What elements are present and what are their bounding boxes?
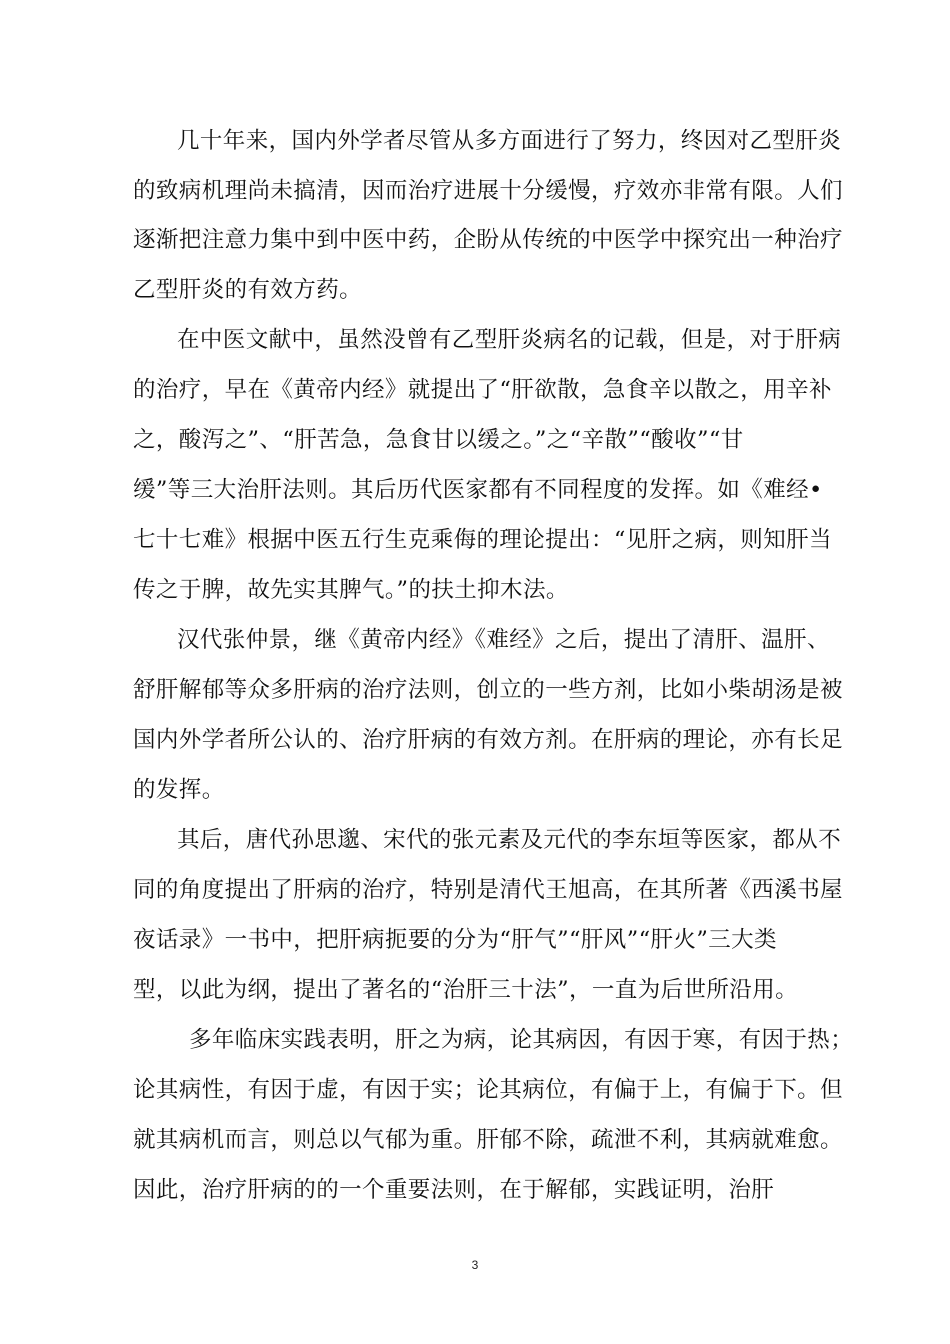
text-line: 多年临床实践表明，肝之为病，论其病因，有因于寒，有因于热； xyxy=(189,1027,854,1053)
text-line: 之，酸泻之”、“肝苦急，急食甘以缓之。”之“辛散”“酸收”“甘 xyxy=(133,427,744,453)
text-line: 乙型肝炎的有效方药。 xyxy=(133,277,363,303)
text-line: 在中医文献中，虽然没曾有乙型肝炎病名的记载，但是，对于肝病 xyxy=(177,327,842,353)
text-line: 的治疗，早在《黄帝内经》就提出了“肝欲散，急食辛以散之，用辛补 xyxy=(133,377,832,403)
text-line: 夜话录》一书中，把肝病扼要的分为“肝气”“肝风”“肝火”三大类 xyxy=(133,927,777,953)
text-line: 七十七难》根据中医五行生克乘侮的理论提出：“见肝之病，则知肝当 xyxy=(133,527,832,553)
text-line: 的致病机理尚未搞清，因而治疗进展十分缓慢，疗效亦非常有限。人们 xyxy=(133,178,843,204)
text-line: 其后，唐代孙思邈、宋代的张元素及元代的李东垣等医家，都从不 xyxy=(177,827,842,853)
text-line: 逐渐把注意力集中到中医中药，企盼从传统的中医学中探究出一种治疗 xyxy=(133,227,843,253)
text-line: 汉代张仲景，继《黄帝内经》《难经》之后，提出了清肝、温肝、 xyxy=(177,627,830,653)
text-line: 舒肝解郁等众多肝病的治疗法则，创立的一些方剂，比如小柴胡汤是被 xyxy=(133,677,843,703)
page-number: 3 xyxy=(471,1258,479,1272)
text-line: 传之于脾，故先实其脾气。”的扶土抑木法。 xyxy=(133,577,569,603)
text-line: 论其病性，有因于虚，有因于实；论其病位，有偏于上，有偏于下。但 xyxy=(133,1077,843,1103)
text-line: 缓”等三大治肝法则。其后历代医家都有不同程度的发挥。如《难经• xyxy=(133,477,823,503)
text-line: 同的角度提出了肝病的治疗，特别是清代王旭高，在其所著《西溪书屋 xyxy=(133,877,843,903)
text-line: 因此，治疗肝病的的一个重要法则，在于解郁，实践证明，治肝 xyxy=(133,1177,775,1203)
text-line: 的发挥。 xyxy=(133,777,225,803)
text-line: 国内外学者所公认的、治疗肝病的有效方剂。在肝病的理论，亦有长足 xyxy=(133,727,843,753)
text-line: 型，以此为纲，提出了著名的“治肝三十法”，一直为后世所沿用。 xyxy=(133,977,799,1003)
text-line: 几十年来，国内外学者尽管从多方面进行了努力，终因对乙型肝炎 xyxy=(177,128,842,154)
text-line: 就其病机而言，则总以气郁为重。肝郁不除，疏泄不利，其病就难愈。 xyxy=(133,1127,843,1153)
